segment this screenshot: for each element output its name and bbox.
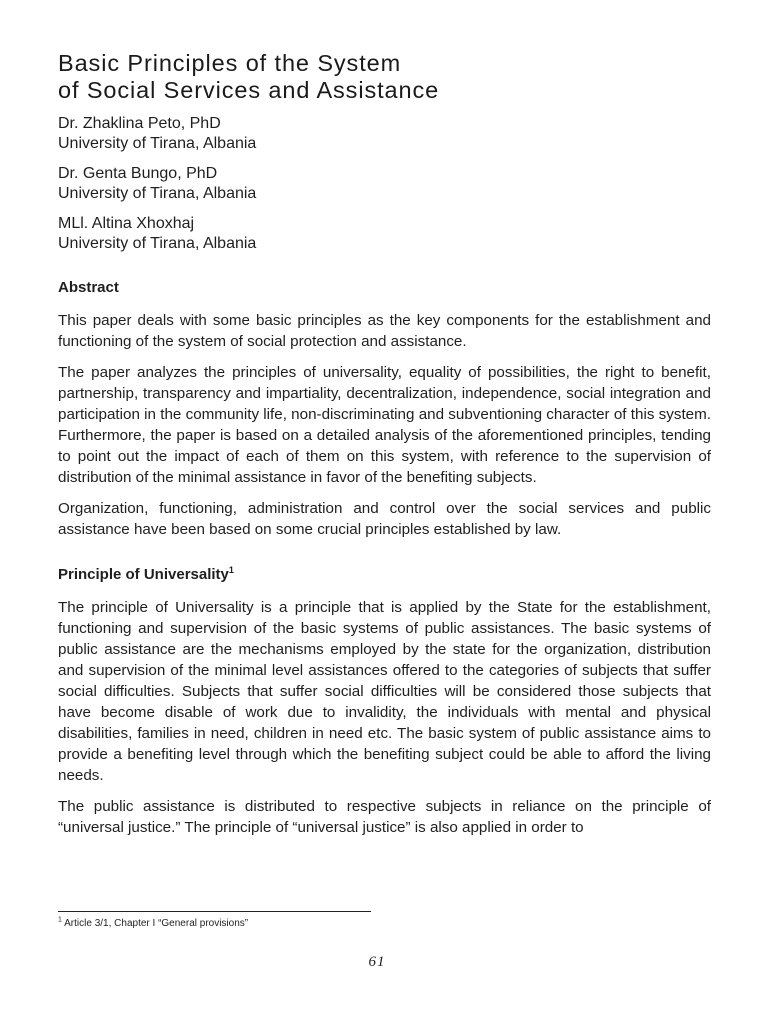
author-name: Dr. Genta Bungo, PhD [58,165,218,182]
footnote-reference: 1 [228,565,234,575]
footnote [58,917,698,930]
author-affiliation: University of Tirana, Albania [58,135,257,152]
page-number: 61 [368,954,386,970]
abstract-paragraph: This paper deals with some basic principles as the key components for the establishment and functioning of the system of social protection and assistance. [58,312,711,350]
author-name: Dr. Zhaklina Peto, PhD [58,115,221,132]
author-affiliation: University of Tirana, Albania [58,185,257,202]
section-heading-text: Principle of Universality [58,566,229,583]
author-name: MLl. Altina Xhoxhaj [58,215,195,232]
section-paragraph: The principle of Universality is a principle that is applied by the State for the establishment, functioning and supervision of the basic systems of public assistances. The basic systems of public assistance are the mechanisms employed by the state for the organization, distribution and supervision of the minimal level assistances offered to the categories of subjects that suffer social difficulties. Subjects that suffer social difficulties will be considered those subjects that have become disable of work due to invalidity, the individuals with mental and physical disabilities, families in need, children in need etc. The basic system of public assistance aims to provide a benefiting level through which the benefiting subject could be able to afford the living needs. [58,599,711,784]
author-affiliation: University of Tirana, Albania [58,235,257,252]
section-paragraph: The public assistance is distributed to respective subjects in reliance on the principle of “universal justice.” The principle of “universal justice” is also applied in order to [58,798,711,836]
author-block [58,214,718,254]
title-line-2: of Social Services and Assistance [58,77,440,103]
abstract-paragraph: The paper analyzes the principles of universality, equality of possibilities, the right to benefit, partnership, transparency and impartiality, decentralization, independence, social integration and participation in the community life, non-discriminating and subventioning character of this system. Furthermore, the paper is based on a detailed analysis of the aforementioned principles, tending to point out the impact of each of them on this system, with reference to the supervision of distribution of the minimal assistance in favor of the benefiting subjects. [58,364,711,486]
abstract-paragraph: Organization, functioning, administration and control over the social services and public assistance have been based on some crucial principles established by law. [58,500,711,538]
title-line-1: Basic Principles of the System [58,50,402,76]
footnote-marker: 1 [58,916,62,924]
footnote-divider [58,911,371,912]
author-list [58,114,718,264]
paper-body [58,277,711,848]
section-heading [58,564,711,585]
abstract-heading: Abstract [58,279,119,296]
footnote-text: Article 3/1, Chapter I “General provisions” [64,918,249,929]
author-block [58,114,718,154]
paper-title [58,50,718,104]
author-block [58,164,718,204]
